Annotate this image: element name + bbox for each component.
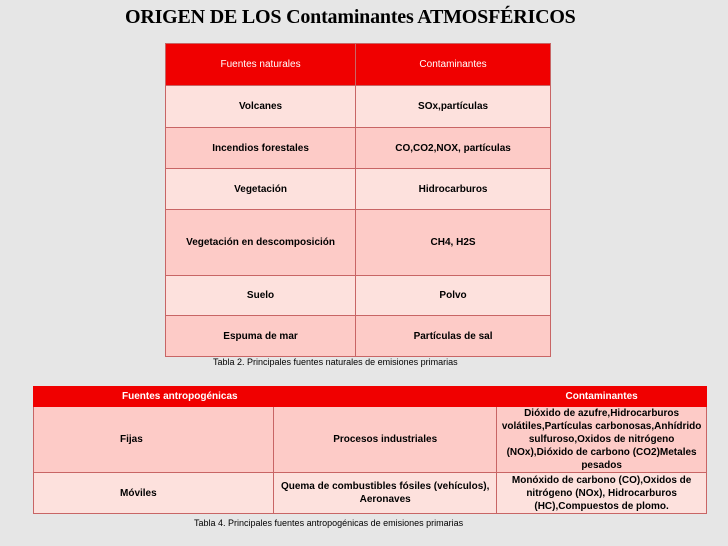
table-row xyxy=(166,210,551,276)
table-header-row xyxy=(166,44,551,86)
page-title: ORIGEN DE LOS Contaminantes ATMOSFÉRICOS xyxy=(125,6,576,28)
pollutants-cell: Monóxido de carbono (CO),Oxidos de nitrógeno (NOx), Hidrocarburos (HC),Compuestos de plomo. xyxy=(497,473,707,514)
pollutant-cell: Hidrocarburos xyxy=(356,169,551,210)
table-row xyxy=(166,316,551,357)
natural-sources-table xyxy=(165,43,551,357)
source-type-cell: Móviles xyxy=(34,473,274,514)
header-natural-sources: Fuentes naturales xyxy=(166,44,356,86)
table-row xyxy=(166,128,551,169)
natural-source-cell: Espuma de mar xyxy=(166,316,356,357)
table-row xyxy=(166,169,551,210)
pollutant-cell: Partículas de sal xyxy=(356,316,551,357)
table-row xyxy=(34,473,707,514)
pollutant-cell: SOx,partículas xyxy=(356,86,551,128)
natural-source-cell: Vegetación xyxy=(166,169,356,210)
natural-source-cell: Suelo xyxy=(166,276,356,316)
anthropogenic-sources-table xyxy=(33,386,707,514)
natural-source-cell: Vegetación en descomposición xyxy=(166,210,356,276)
header-pollutants: Contaminantes xyxy=(497,387,707,407)
table-row xyxy=(34,407,707,473)
pollutants-cell: Dióxido de azufre,Hidrocarburos volátiles,Partículas carbonosas,Anhídrido sulfuroso,Oxidos de nitrógeno (NOx),Dióxido de carbono (CO2)Metales pesados xyxy=(497,407,707,473)
pollutant-cell: Polvo xyxy=(356,276,551,316)
pollutant-cell: CO,CO2,NOX, partículas xyxy=(356,128,551,169)
process-cell: Quema de combustibles fósiles (vehículos), Aeronaves xyxy=(274,473,497,514)
pollutant-cell: CH4, H2S xyxy=(356,210,551,276)
anthropogenic-table-caption: Tabla 4. Principales fuentes antropogénicas de emisiones primarias xyxy=(194,518,464,528)
header-pollutants: Contaminantes xyxy=(356,44,551,86)
natural-source-cell: Incendios forestales xyxy=(166,128,356,169)
table-header-row xyxy=(34,387,707,407)
source-type-cell: Fijas xyxy=(34,407,274,473)
table-row xyxy=(166,86,551,128)
natural-source-cell: Volcanes xyxy=(166,86,356,128)
process-cell: Procesos industriales xyxy=(274,407,497,473)
header-anthropogenic-sources: Fuentes antropogénicas xyxy=(34,387,497,407)
table-row xyxy=(166,276,551,316)
natural-table-caption: Tabla 2. Principales fuentes naturales de emisiones primarias xyxy=(213,357,458,367)
